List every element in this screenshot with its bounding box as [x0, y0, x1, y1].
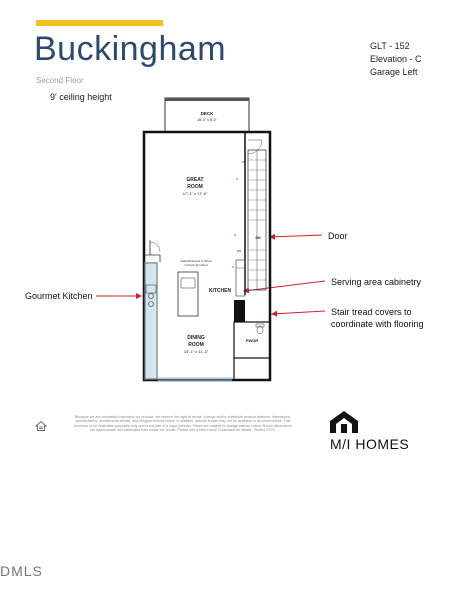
svg-text:17'-1" x 17'-6": 17'-1" x 17'-6": [182, 191, 208, 196]
plan-title: Buckingham: [34, 30, 227, 68]
elevation: Elevation - C: [370, 54, 422, 64]
brand-name: M/I HOMES: [330, 436, 410, 452]
disclaimer: Because we are constantly improving our product, we reserve the right to revise, change and/or substitute product features, dimensions, specifications, architectural details, and designs without notice. In addition, options shown may not be available in all communities. This brochure is for illustrative purposes only and is not part of a legal contract. Prices are subject to change without notice. Room dimensions are approximate and calculated from inside the house. Please see a New Home Consultant for details. Printed 07/21.: [74, 415, 292, 433]
svg-text:Ø: Ø: [232, 266, 235, 269]
mi-homes-logo-icon: [330, 405, 390, 465]
floor-plan: [120, 90, 320, 390]
svg-text:15'-1" x 11'-3": 15'-1" x 11'-3": [183, 349, 209, 354]
svg-text:GREAT: GREAT: [186, 177, 204, 183]
svg-text:Ø: Ø: [234, 234, 237, 237]
deck-label: DECK: [200, 111, 214, 116]
svg-text:PWDR: PWDR: [245, 338, 259, 343]
callout-serving: Serving area cabinetry: [331, 277, 422, 287]
plan-code: GLT - 152: [370, 41, 410, 51]
callout-gourmet: Gourmet Kitchen: [25, 291, 93, 301]
deck-dim: 15'-0" x 6'-0": [197, 118, 217, 122]
garage-option: Garage Left: [370, 67, 418, 77]
watermark: DMLS: [0, 563, 43, 579]
svg-text:DN: DN: [255, 236, 261, 240]
callout-stair-line2: coordinate with flooring: [331, 319, 424, 329]
floor-label: Second Floor: [36, 76, 84, 85]
svg-text:Metal Brackets & Wood: Metal Brackets & Wood: [180, 259, 212, 263]
svg-text:UP: UP: [241, 160, 247, 164]
svg-text:DINING: DINING: [187, 335, 205, 341]
svg-text:KITCHEN: KITCHEN: [208, 288, 232, 294]
svg-text:ROOM: ROOM: [188, 342, 204, 348]
svg-text:DN: DN: [236, 249, 242, 253]
ceiling-note: 9' ceiling height: [50, 92, 112, 102]
svg-text:ROOM: ROOM: [187, 184, 203, 190]
callout-door: Door: [328, 231, 348, 241]
equal-housing-icon: [35, 420, 47, 432]
svg-text:Corbels @ Island: Corbels @ Island: [184, 263, 208, 267]
svg-text:Ø: Ø: [236, 178, 239, 181]
callout-stair-line1: Stair tread covers to: [331, 307, 412, 317]
